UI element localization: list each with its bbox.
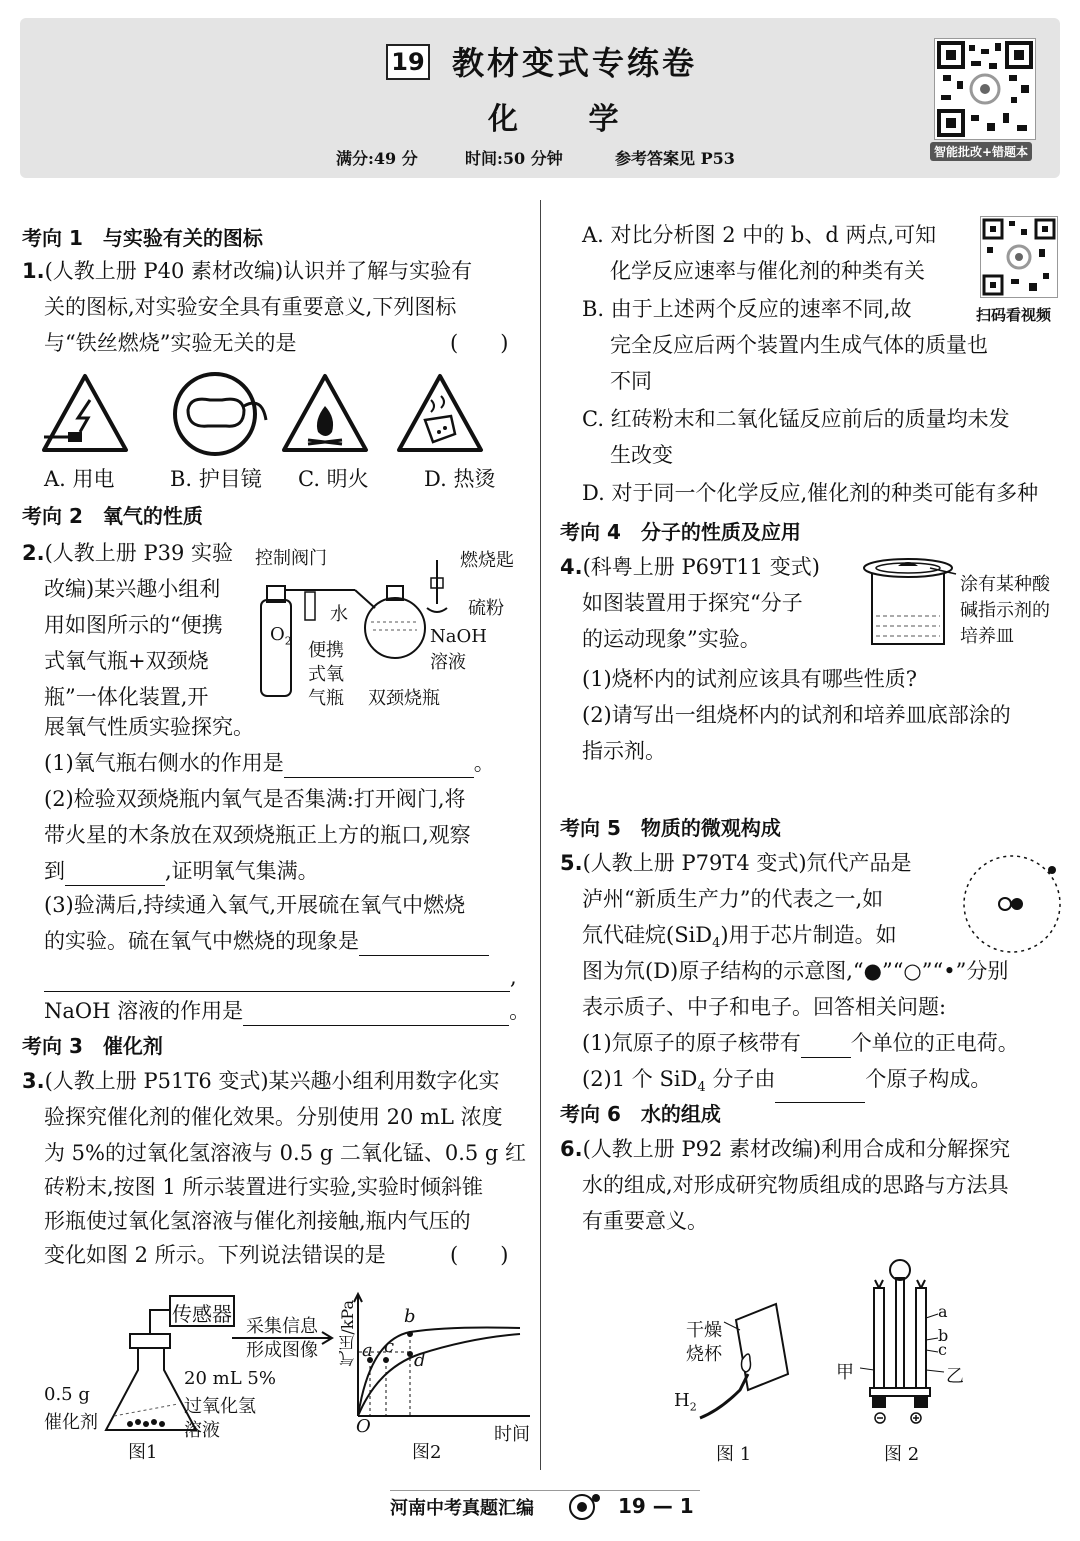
- paper-number: 19: [386, 44, 430, 80]
- q3-option-c[interactable]: C. 红砖粉末和二氧化锰反应前后的质量均未发: [582, 407, 1010, 431]
- q4-part1: (1)烧杯内的试剂应该具有哪些性质?: [582, 667, 918, 691]
- q2-text: (人教上册 P39 实验: [44, 541, 233, 565]
- page-number: 19 — 1: [618, 1494, 694, 1518]
- mark-a-label: a: [938, 1302, 948, 1321]
- q4-part2: (2)请写出一组烧杯内的试剂和培养皿底部涂的: [582, 703, 1011, 727]
- q4-text: 如图装置用于探究“分子: [582, 591, 803, 615]
- q5-part1: (1)氘原子的原子核带有: [582, 1031, 801, 1055]
- answer-blank[interactable]: [284, 755, 474, 778]
- q2-part2: (2)检验双颈烧瓶内氧气是否集满:打开阀门,将: [44, 787, 466, 811]
- h2-label: H: [674, 1390, 690, 1411]
- q6-fig2-electrolysis: [860, 1258, 970, 1438]
- subject-title: 化 学: [488, 102, 649, 137]
- jia-label: 甲: [836, 1362, 854, 1383]
- q5-text: )用于芯片制造。如: [720, 923, 897, 947]
- bottle-label: 气瓶: [308, 688, 344, 709]
- time-limit: 时间:50 分钟: [465, 149, 563, 168]
- qr-caption: 智能批改+错题本: [930, 142, 1032, 161]
- q1-option-a[interactable]: A. 用电: [44, 467, 115, 491]
- goggles-icon: [175, 374, 266, 454]
- q3-option-b: 完全反应后两个装置内生成气体的质量也: [610, 333, 988, 357]
- q5-text: (人教上册 P79T4 变式)氘代产品是: [582, 851, 912, 875]
- open-flame-icon: [284, 376, 366, 450]
- answer-blank[interactable]: [801, 1035, 851, 1058]
- subscript: 4: [712, 936, 721, 952]
- bottle-label: 便携: [308, 640, 344, 661]
- q2-part1: (1)氧气瓶右侧水的作用是: [44, 751, 284, 775]
- qr-code-icon[interactable]: [934, 38, 1036, 140]
- q2-part3: (3)验满后,持续通入氧气,开展硫在氧气中燃烧: [44, 893, 466, 917]
- o2-subscript: 2: [284, 634, 292, 648]
- q3-text: 变化如图 2 所示。下列说法错误的是: [44, 1243, 386, 1267]
- chart-x-label: 时间: [494, 1424, 530, 1445]
- sensor-label: 传感器: [172, 1302, 232, 1326]
- solution-label: 20 mL 5%: [184, 1368, 276, 1389]
- q1-option-d[interactable]: D. 热烫: [424, 467, 496, 491]
- q3-text: 为 5%的过氧化氢溶液与 0.5 g 二氧化锰、0.5 g 红: [44, 1141, 527, 1165]
- q2-text: 展氧气性质实验探究。: [44, 715, 254, 739]
- q4-part2: 指示剂。: [582, 739, 666, 763]
- chart-origin: O: [356, 1416, 371, 1437]
- q3-option-b: 不同: [610, 369, 652, 393]
- q4-beaker-diagram: [858, 554, 958, 650]
- section-3-heading: 考向 3 催化剂: [22, 1034, 163, 1058]
- hot-surface-icon: [399, 376, 481, 450]
- q6-text: 有重要意义。: [582, 1209, 708, 1233]
- video-qr-icon[interactable]: [980, 216, 1058, 298]
- section-5-heading: 考向 5 物质的微观构成: [560, 816, 781, 840]
- collect-label: 采集信息: [246, 1316, 318, 1337]
- q1-text: 与“铁丝燃烧”实验无关的是: [44, 331, 297, 355]
- solution-label: 过氧化氢: [184, 1396, 256, 1417]
- flask-label: 双颈烧瓶: [368, 688, 440, 709]
- q6-number: 6.: [560, 1137, 583, 1161]
- q5-text: 图为氘(D)原子结构的示意图,“●”“○”“•”分别: [582, 959, 1009, 983]
- q2-number: 2.: [22, 541, 45, 565]
- answer-blank[interactable]: [359, 933, 489, 956]
- q5-number: 5.: [560, 851, 583, 875]
- q2-text: 瓶”一体化装置,开: [44, 685, 209, 709]
- catalyst-label: 0.5 g: [44, 1384, 90, 1405]
- yi-label: 乙: [946, 1366, 964, 1387]
- q3-text: (人教上册 P51T6 变式)某兴趣小组利用数字化实: [44, 1069, 500, 1093]
- spoon-label: 燃烧匙: [460, 550, 514, 571]
- q3-option-a: 化学反应速率与催化剂的种类有关: [610, 259, 925, 283]
- dry-beaker-label: 烧杯: [686, 1344, 722, 1365]
- water-label: 水: [330, 604, 348, 625]
- full-score: 满分:49 分: [336, 149, 418, 168]
- answer-parentheses[interactable]: ( ): [450, 1243, 509, 1267]
- q2-part3: 的实验。硫在氧气中燃烧的现象是: [44, 929, 359, 953]
- q3-number: 3.: [22, 1069, 45, 1093]
- dry-beaker-label: 干燥: [686, 1320, 722, 1341]
- q1-option-b[interactable]: B. 护目镜: [170, 467, 262, 491]
- mark-b-label: b: [938, 1326, 949, 1345]
- naoh-label: 溶液: [430, 652, 466, 673]
- q5-part2: (2)1 个 SiD: [582, 1067, 698, 1091]
- q3-option-d[interactable]: D. 对于同一个化学反应,催化剂的种类可能有多种: [582, 481, 1039, 505]
- collect-label: 形成图像: [246, 1340, 318, 1361]
- point-c-label: c: [384, 1336, 395, 1357]
- chart-y-label: 气压/kPa: [338, 1300, 357, 1367]
- q2-text: 改编)某兴趣小组利: [44, 577, 221, 601]
- point-b-label: b: [404, 1306, 416, 1327]
- point-d-label: d: [414, 1350, 426, 1371]
- q1-text: (人教上册 P40 素材改编)认识并了解与实验有: [44, 259, 473, 283]
- q5-part2: 分子由: [705, 1067, 776, 1091]
- solution-label: 溶液: [184, 1420, 220, 1441]
- footer-source: 河南中考真题汇编: [390, 1498, 534, 1519]
- naoh-label: NaOH: [430, 626, 487, 647]
- electricity-icon: [44, 376, 126, 450]
- q1-text: 关的图标,对实验安全具有重要意义,下列图标: [44, 295, 457, 319]
- q3-option-b[interactable]: B. 由于上述两个反应的速率不同,故: [582, 297, 912, 321]
- bottle-label: 式氧: [308, 664, 344, 685]
- deuterium-atom-diagram: [956, 846, 1066, 956]
- q3-text: 形瓶使过氧化氢溶液与催化剂接触,瓶内气压的: [44, 1209, 471, 1233]
- point-a-label: a: [362, 1340, 373, 1361]
- answer-blank[interactable]: [243, 1003, 509, 1026]
- q6-text: 水的组成,对形成研究物质组成的思路与方法具: [582, 1173, 1009, 1197]
- dish-label: 培养皿: [960, 626, 1014, 647]
- dish-label: 涂有某种酸: [960, 574, 1050, 595]
- dish-label: 碱指示剂的: [960, 600, 1050, 621]
- fig1-caption: 图1: [128, 1442, 158, 1463]
- q2-part2: 带火星的木条放在双颈烧瓶正上方的瓶口,观察: [44, 823, 471, 847]
- catalyst-label: 催化剂: [44, 1412, 98, 1433]
- sulfur-label: 硫粉: [468, 598, 504, 619]
- q1-number: 1.: [22, 259, 45, 283]
- section-1-heading: 考向 1 与实验有关的图标: [22, 226, 263, 250]
- footer-rule: [390, 1490, 700, 1491]
- section-6-heading: 考向 6 水的组成: [560, 1102, 721, 1126]
- answer-blank[interactable]: [775, 1080, 865, 1103]
- q1-icons: [40, 370, 520, 460]
- q3-text: 验探究催化剂的催化效果。分别使用 20 mL 浓度: [44, 1105, 503, 1129]
- q2-text: 式氧气瓶+双颈烧: [44, 649, 209, 673]
- q4-text: 的运动现象”实验。: [582, 627, 761, 651]
- section-2-heading: 考向 2 氧气的性质: [22, 504, 203, 528]
- valve-label: 控制阀门: [255, 548, 327, 569]
- column-divider: [540, 200, 541, 1470]
- q2-part3: NaOH 溶液的作用是: [44, 999, 244, 1023]
- video-caption: 扫码看视频: [976, 306, 1052, 324]
- q5-text: 表示质子、中子和电子。回答相关问题:: [582, 995, 947, 1019]
- q5-text: 氘代硅烷(SiD: [582, 923, 713, 947]
- q3-option-c: 生改变: [610, 443, 673, 467]
- fig2-caption: 图2: [412, 1442, 442, 1463]
- section-4-heading: 考向 4 分子的性质及应用: [560, 520, 801, 544]
- answer-parentheses[interactable]: ( ): [450, 331, 509, 355]
- q6-text: (人教上册 P92 素材改编)利用合成和分解探究: [582, 1137, 1011, 1161]
- subscript: 2: [689, 1400, 697, 1414]
- q1-option-c[interactable]: C. 明火: [298, 467, 369, 491]
- q5-part1: 个单位的正电荷。: [850, 1031, 1019, 1055]
- answer-blank[interactable]: [65, 863, 165, 886]
- mark-c-label: c: [938, 1340, 947, 1359]
- answer-blank[interactable]: [44, 969, 510, 992]
- mascot-icon: [566, 1492, 602, 1522]
- q4-number: 4.: [560, 555, 583, 579]
- q5-part2: 个原子构成。: [865, 1067, 992, 1091]
- q2-part2: 到: [44, 859, 65, 883]
- q3-option-a[interactable]: A. 对比分析图 2 中的 b、d 两点,可知: [582, 223, 937, 247]
- q4-text: (科粤上册 P69T11 变式): [582, 555, 820, 579]
- o2-label: O: [270, 624, 285, 645]
- subscript: 4: [697, 1080, 706, 1096]
- answer-reference: 参考答案见 P53: [615, 149, 735, 168]
- q6-fig2-caption: 图 2: [884, 1444, 920, 1465]
- q3-text: 砖粉末,按图 1 所示装置进行实验,实验时倾斜锥: [44, 1175, 484, 1199]
- q2-text: 用如图所示的“便携: [44, 613, 223, 637]
- q6-fig1-caption: 图 1: [716, 1444, 752, 1465]
- q5-text: 泸州“新质生产力”的代表之一,如: [582, 887, 884, 911]
- q2-part2: ,证明氧气集满。: [165, 859, 319, 883]
- paper-title: 教材变式专练卷: [452, 44, 698, 82]
